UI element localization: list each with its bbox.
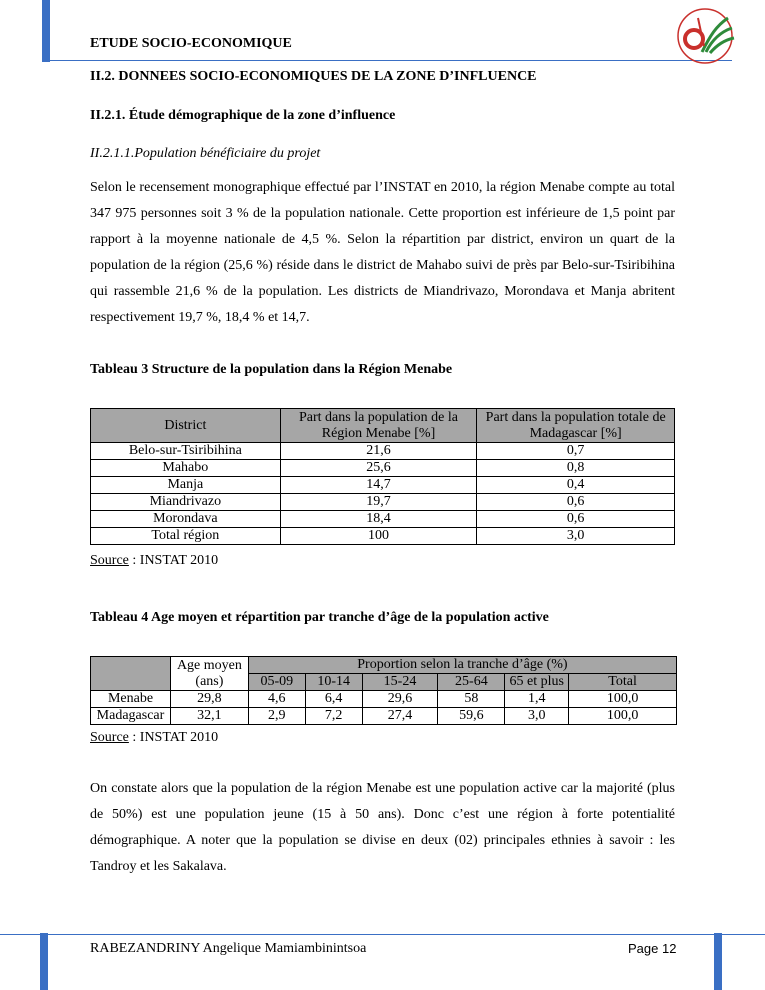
cell: 29,6 [362,691,438,708]
cell: Belo-sur-Tsiribihina [91,443,281,460]
footer-rule [0,934,765,935]
cell: 0,6 [477,494,675,511]
paragraph-text: Selon le recensement monographique effectué par l’INSTAT en 2010, la région Menabe compte au total 347 975 personnes soit 3 % de la population nationale. Cette proportion est inférieure de 1,5 point par rapport à la moyenne nationale de 4,5 %. Selon la répartition par district, environ un quart de la population de la région (25,6 %) réside dans le district de Mahabo suivi de près par Belo-sur-Tsiribihina qui rassemble 21,6 % de la population. Les districts de Miandrivazo, Morondava et Manja abritent respectivement 19,7 %, 18,4 % et 14,7. [90,180,675,325]
col-header-age-moyen: Age moyen (ans) [170,657,248,691]
cell: 0,8 [477,460,675,477]
cell: 4,6 [248,691,305,708]
cell: 100 [280,528,477,545]
table-row [91,443,675,460]
table-row [91,708,677,725]
cell: 59,6 [438,708,505,725]
cell: Morondava [91,511,281,528]
table-row [91,460,675,477]
body-paragraph-1 [90,175,675,331]
cell: 18,4 [280,511,477,528]
cell: 0,6 [477,511,675,528]
table3-title: Tableau 3 Structure de la population dans la Région Menabe [90,362,453,377]
cell: 27,4 [362,708,438,725]
col-header-25-64: 25-64 [438,674,505,691]
cell: 0,7 [477,443,675,460]
cell: 14,7 [280,477,477,494]
table4-source [90,730,218,746]
blank-header-cell [91,657,171,691]
cell: Total région [91,528,281,545]
table4-title: Tableau 4 Age moyen et répartition par tranche d’âge de la population active [90,610,549,625]
cell: 58 [438,691,505,708]
cell: 3,0 [477,528,675,545]
sub-subsection-heading: II.2.1.1.Population bénéficiaire du projet [90,146,321,161]
cell: Menabe [91,691,171,708]
footer-page-number: Page 12 [628,941,677,956]
col-header-proportion-group: Proportion selon la tranche d’âge (%) [248,657,676,674]
age-distribution-table [90,656,677,725]
table3-source [90,553,218,569]
institution-logo-icon [666,6,744,66]
cell: 3,0 [505,708,569,725]
col-header-65-plus: 65 et plus [505,674,569,691]
table-header-row [91,657,677,674]
cell: Madagascar [91,708,171,725]
cell: 32,1 [170,708,248,725]
header-accent-bar [42,0,50,62]
col-header-total: Total [569,674,677,691]
cell: 7,2 [305,708,362,725]
cell: 1,4 [505,691,569,708]
paragraph-text: On constate alors que la population de la région Menabe est une population active car la majorité (plus de 50%) est une population jeune (15 à 50 ans). Donc c’est une région à forte potentialité démographique. A noter que la population se divise en deux (02) principales ethnies à savoir : les Tandroy et les Sakalava. [90,781,675,874]
cell: 29,8 [170,691,248,708]
table-row [91,691,677,708]
table-row [91,494,675,511]
cell: Miandrivazo [91,494,281,511]
col-header-15-24: 15-24 [362,674,438,691]
col-header-part-region: Part dans la population de la Région Menabe [%] [280,409,477,443]
subsection-heading: II.2.1. Étude démographique de la zone d’influence [90,108,396,123]
table-row [91,511,675,528]
cell: Manja [91,477,281,494]
cell: 25,6 [280,460,477,477]
table-header-row [91,409,675,443]
cell: 0,4 [477,477,675,494]
col-header-10-14: 10-14 [305,674,362,691]
footer-accent-bar-right [714,933,722,990]
source-text: : INSTAT 2010 [128,730,219,745]
footer-author: RABEZANDRINY Angelique Mamiambinintsoa [90,941,367,956]
footer-accent-bar-left [40,933,48,990]
header-title: ETUDE SOCIO-ECONOMIQUE [90,36,292,51]
col-header-05-09: 05-09 [248,674,305,691]
source-text: : INSTAT 2010 [128,553,219,568]
cell: 19,7 [280,494,477,511]
col-header-part-madagascar: Part dans la population totale de Madagascar [%] [477,409,675,443]
cell: 2,9 [248,708,305,725]
cell: 100,0 [569,708,677,725]
table-row-total [91,528,675,545]
header-rule [42,60,732,61]
body-paragraph-2 [90,776,675,880]
table-row [91,477,675,494]
cell: Mahabo [91,460,281,477]
source-label: Source [90,730,129,745]
cell: 6,4 [305,691,362,708]
population-structure-table [90,408,675,545]
col-header-district: District [91,409,281,443]
cell: 21,6 [280,443,477,460]
source-label: Source [90,553,129,568]
section-heading: II.2. DONNEES SOCIO-ECONOMIQUES DE LA ZONE D’INFLUENCE [90,69,537,84]
cell: 100,0 [569,691,677,708]
